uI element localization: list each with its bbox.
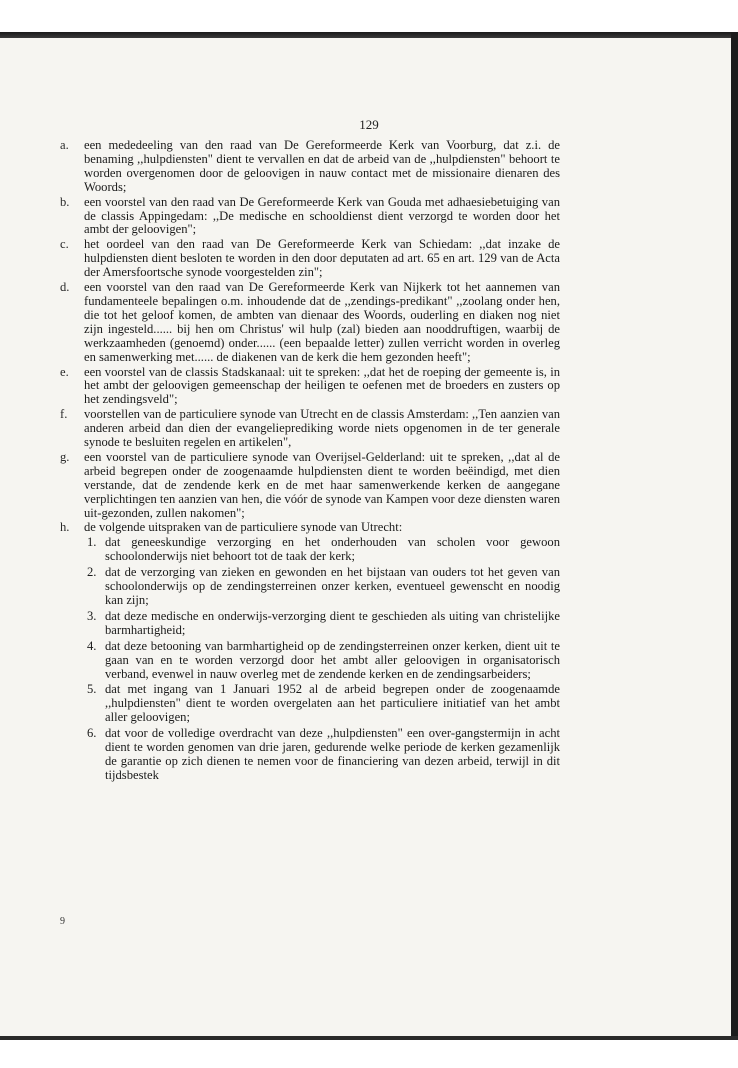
item-marker: c.: [60, 237, 69, 252]
subitem-marker: 6.: [87, 726, 97, 741]
item-marker: f.: [60, 407, 68, 422]
sublist-item-6: [84, 727, 560, 783]
sublist-item-2: [84, 566, 560, 608]
item-text: een voorstel van de classis Stadskanaal: uit te spreken: ,,dat het de roeping der gemeente is, in het ambt der geloovigen gemeenschap der heiligen te oefenen met de broeders en zusters op het zendingsveld";: [84, 364, 560, 407]
list-item-b: [60, 196, 560, 238]
signature-mark: 9: [60, 916, 65, 927]
item-marker: g.: [60, 449, 70, 464]
item-text: een mededeeling van den raad van De Gereformeerde Kerk van Voorburg, dat z.i. de benaming ,,hulpdiensten" dient te vervallen en dat de arbeid van de ,,hulpdiensten" behoort te worden overgenomen door de geloovigen in nauw contact met de missionaire dienaren des Woords;: [84, 138, 560, 194]
subitem-text: dat deze betooning van barmhartigheid op de zendingsterreinen onzer kerken, dient uit te gaan van en te worden verzorgd door het ambt aller geloovigen in organisatorisch verband, evenwel in nauw overleg met de zendende kerken en de zendingsarbeiders;: [105, 638, 560, 681]
subitem-text: dat geneeskundige verzorging en het onderhouden van scholen voor gewoon schoolonderwijs niet behoort tot de taak der kerk;: [105, 535, 560, 564]
item-marker: d.: [60, 280, 70, 295]
list-item-d: [60, 281, 560, 364]
page-number: 129: [359, 117, 379, 132]
sublist-item-1: [84, 536, 560, 564]
subitem-text: dat voor de volledige overdracht van deze ,,hulpdiensten" een over-gangstermijn in acht dient te worden genomen van drie jaren, gedurende welke periode de kerken gezamenlijk de garantie op zich dienen te nemen voor de financiering van dezen arbeid, terwijl in dit tijdsbestek: [105, 726, 560, 782]
subitem-marker: 5.: [87, 682, 97, 697]
scan-background: [0, 0, 738, 36]
sublist-item-5: [84, 683, 560, 725]
item-marker: e.: [60, 364, 69, 379]
item-text: de volgende uitspraken van de particuliere synode van Utrecht:: [84, 520, 403, 535]
subitem-marker: 1.: [87, 535, 97, 550]
list-item-c: [60, 238, 560, 280]
sublist: [84, 536, 560, 782]
item-marker: h.: [60, 520, 70, 535]
subitem-marker: 2.: [87, 565, 97, 580]
item-text: een voorstel van den raad van De Gereformeerde Kerk van Gouda met adhaesiebetuiging van de classis Appingedam: ,,De medische en schooldienst dient verzorgd te worden door het ambt der geloovigen";: [84, 194, 560, 237]
list-item-f: [60, 408, 560, 450]
scan-right-edge: [731, 32, 738, 1038]
item-text: voorstellen van de particuliere synode van Utrecht en de classis Amsterdam: ,,Ten aanzien van anderen arbeid dan dien der evangelieprediking worde niets opgenomen in de ter generale synode te besluiten regelen en artikelen",: [84, 407, 560, 450]
item-text: het oordeel van den raad van De Gereformeerde Kerk van Schiedam: ,,dat inzake de hulpdiensten dient besloten te worden in den door deputaten ad art. 65 en art. 129 van de Acta der Amersfoortsche synode voorgestelden zin";: [84, 237, 560, 280]
list-item-e: [60, 366, 560, 408]
subitem-marker: 4.: [87, 638, 97, 653]
subitem-marker: 3.: [87, 608, 97, 623]
sublist-item-4: [84, 640, 560, 682]
page-content: [60, 139, 560, 785]
subitem-text: dat deze medische en onderwijs-verzorging dient te geschieden als uiting van christelijke barmhartigheid;: [105, 608, 560, 637]
list-item-a: [60, 139, 560, 195]
subitem-text: dat de verzorging van zieken en gewonden en het bijstaan van ouders tot het geven van schoolonderwijs op de zendingsterreinen onzer kerken, eventueel gewenscht en noodig kan zijn;: [105, 565, 560, 607]
item-text: een voorstel van de particuliere synode van Overijsel-Gelderland: uit te spreken, ,,dat al de arbeid begrepen onder de zoogenaamde hulpdiensten dient te worden beëindigd, met dien verstande, dat de zendende kerk en de met haar samenwerkende kerken de aangegane verplichtingen ten aanzien van hen, die vóór de synode van Kampen voor deze diensten waren uit-gezonden, zullen nakomen";: [84, 449, 560, 520]
scan-bottom-edge: [0, 1036, 738, 1040]
list-item-g: [60, 451, 560, 521]
item-text: een voorstel van den raad van De Gereformeerde Kerk van Nijkerk tot het aannemen van fundamenteele bepalingen o.m. inhoudende dat de ,,zendings-predikant" ,,zoolang onder hen, die tot het geloof komen, de ambten van dienaar des Woords, ouderling en diaken nog niet zijn ingesteld...... bij hen om Christus' wil hulp (zal) bieden aan nooddruftigen, waarbij de werkzaamheden (genoemd) onder...... (een bepaalde letter) zullen verricht worden in overleg en samenwerking met...... de diakenen van de kerk die hem gezonden heeft";: [84, 280, 560, 364]
item-marker: b.: [60, 194, 70, 209]
item-marker: a.: [60, 138, 69, 152]
subitem-text: dat met ingang van 1 Januari 1952 al de arbeid begrepen onder de zoogenaamde ,,hulpdiensten" dient te worden overgelaten aan het particuliere initiatief van het ambt aller geloovigen;: [105, 682, 560, 725]
list-item-h: [60, 521, 560, 782]
sublist-item-3: [84, 610, 560, 638]
